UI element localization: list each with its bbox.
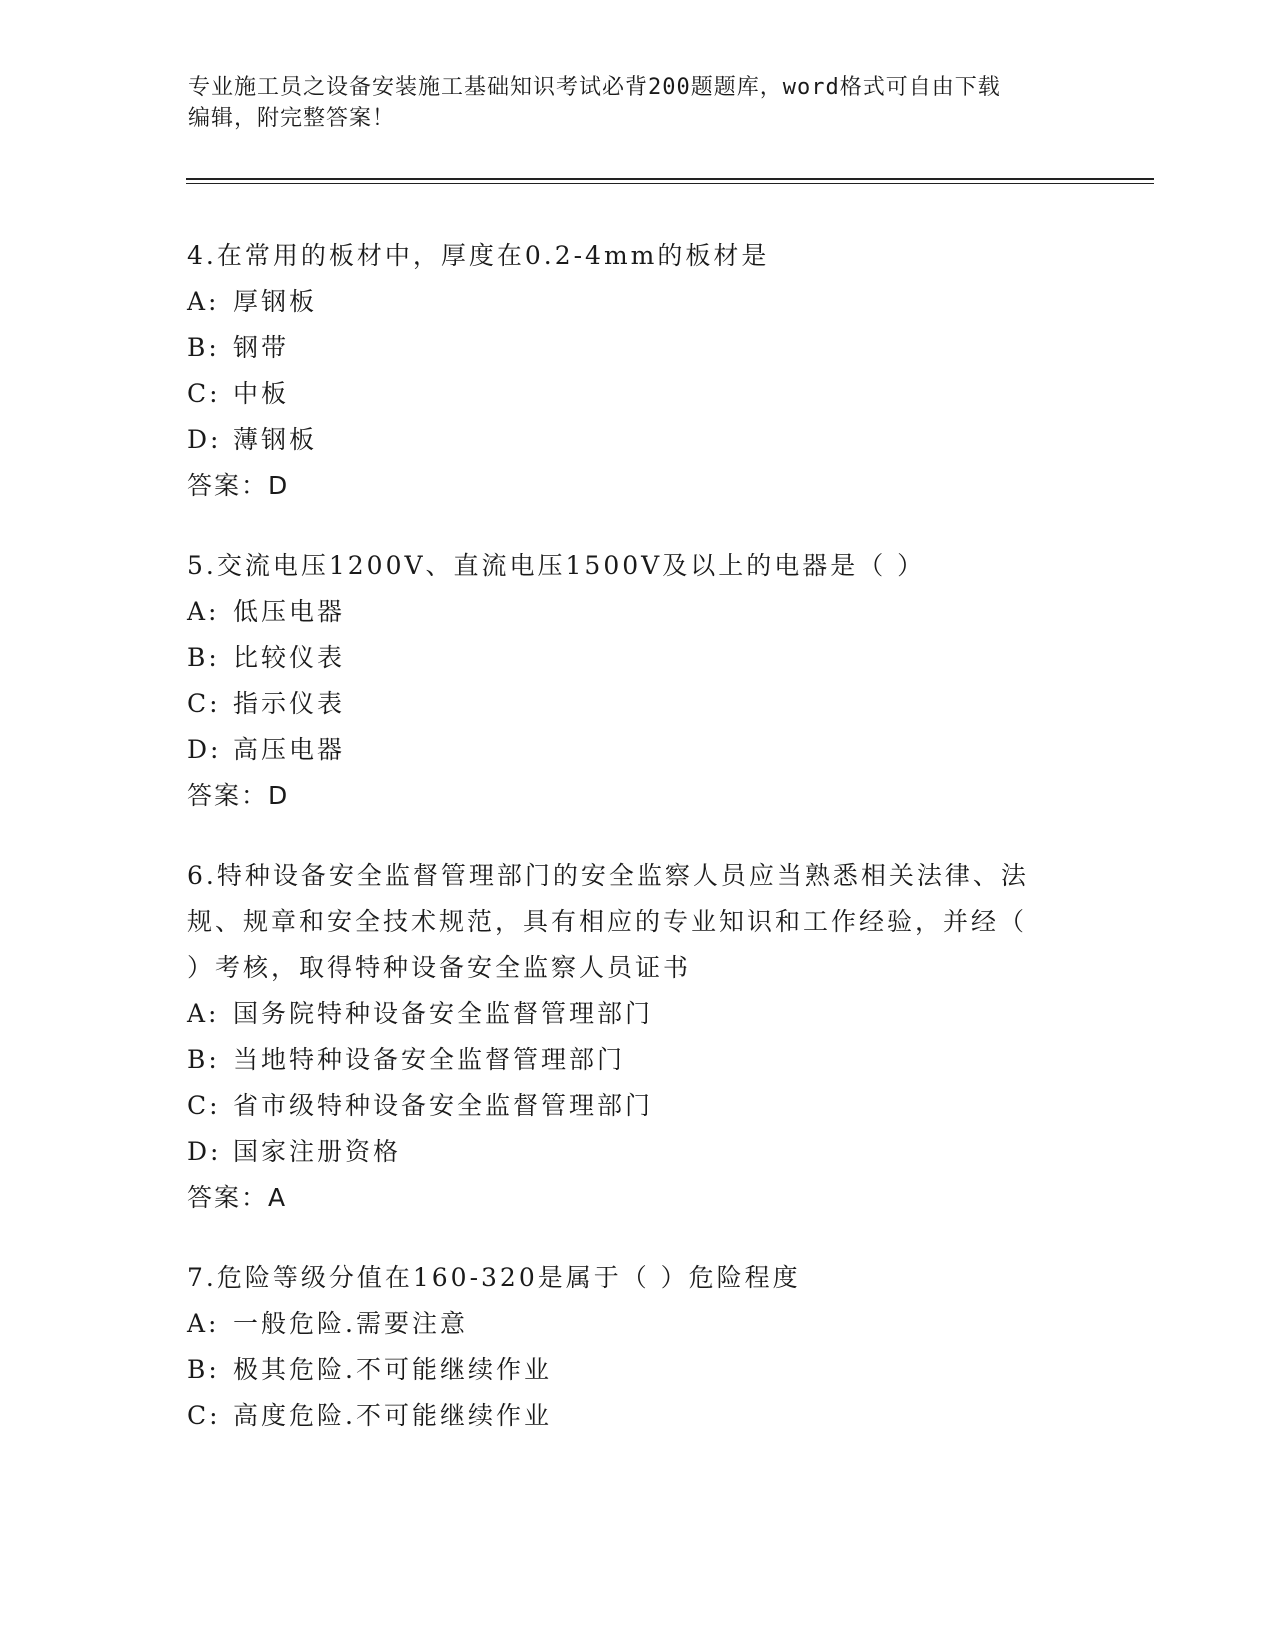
question-7: [187, 1255, 1067, 1439]
option-key: D:: [187, 425, 222, 454]
option-text: 一般危险.需要注意: [233, 1309, 468, 1338]
option-text: 高压电器: [233, 735, 346, 764]
header-title-line-1: 专业施工员之设备安装施工基础知识考试必背200题题库，word格式可自由下载: [188, 75, 1001, 100]
option-b: [187, 325, 1067, 371]
header-title-line-2: 编辑，附完整答案！: [188, 106, 396, 131]
option-text: 低压电器: [233, 597, 346, 626]
option-b: [187, 1347, 1067, 1393]
question-stem: 4.在常用的板材中，厚度在0.2-4mm的板材是: [187, 241, 770, 270]
option-a: [187, 991, 1067, 1037]
question-4: [187, 233, 1067, 509]
option-key: C:: [187, 1091, 221, 1120]
option-key: A:: [187, 1309, 220, 1338]
option-d: [187, 727, 1067, 773]
option-c: [187, 1393, 1067, 1439]
option-text: 国务院特种设备安全监督管理部门: [233, 999, 654, 1028]
question-stem-line-3: ）考核，取得特种设备安全监察人员证书: [187, 953, 692, 982]
question-5: [187, 543, 1067, 819]
document-header: [188, 72, 1078, 134]
option-key: A:: [187, 597, 220, 626]
option-c: [187, 371, 1067, 417]
option-c: [187, 681, 1067, 727]
option-key: D:: [187, 735, 222, 764]
question-stem-line-2: 规、规章和安全技术规范，具有相应的专业知识和工作经验，并经（: [187, 907, 1028, 936]
option-text: 高度危险.不可能继续作业: [233, 1401, 552, 1430]
header-divider-thin: [186, 183, 1154, 184]
option-key: B:: [187, 333, 220, 362]
question-stem-line-1: 6.特种设备安全监督管理部门的安全监察人员应当熟悉相关法律、法: [187, 861, 1029, 890]
option-text: 当地特种设备安全监督管理部门: [233, 1045, 626, 1074]
option-d: [187, 417, 1067, 463]
option-key: D:: [187, 1137, 222, 1166]
option-c: [187, 1083, 1067, 1129]
question-6: [187, 853, 1067, 1221]
option-text: 省市级特种设备安全监督管理部门: [233, 1091, 654, 1120]
answer-line: 答案：A: [187, 1183, 288, 1212]
answer-line: 答案：D: [187, 781, 290, 810]
option-key: A:: [187, 999, 220, 1028]
option-text: 中板: [233, 379, 290, 408]
option-text: 国家注册资格: [233, 1137, 402, 1166]
option-text: 厚钢板: [233, 287, 318, 316]
option-key: B:: [187, 643, 220, 672]
option-b: [187, 1037, 1067, 1083]
option-text: 薄钢板: [233, 425, 318, 454]
option-a: [187, 1301, 1067, 1347]
option-key: A:: [187, 287, 220, 316]
option-key: C:: [187, 379, 221, 408]
option-key: C:: [187, 1401, 221, 1430]
option-key: B:: [187, 1045, 220, 1074]
question-list: [187, 233, 1067, 1473]
option-a: [187, 589, 1067, 635]
option-d: [187, 1129, 1067, 1175]
option-b: [187, 635, 1067, 681]
option-text: 指示仪表: [233, 689, 346, 718]
question-stem: 5.交流电压1200V、直流电压1500V及以上的电器是（ ）: [187, 551, 926, 580]
option-a: [187, 279, 1067, 325]
header-divider-thick: [186, 178, 1154, 180]
option-text: 钢带: [233, 333, 290, 362]
option-key: B:: [187, 1355, 220, 1384]
option-text: 极其危险.不可能继续作业: [233, 1355, 552, 1384]
option-text: 比较仪表: [233, 643, 346, 672]
answer-line: 答案：D: [187, 471, 290, 500]
question-stem: 7.危险等级分值在160-320是属于（ ）危险程度: [187, 1263, 801, 1292]
option-key: C:: [187, 689, 221, 718]
